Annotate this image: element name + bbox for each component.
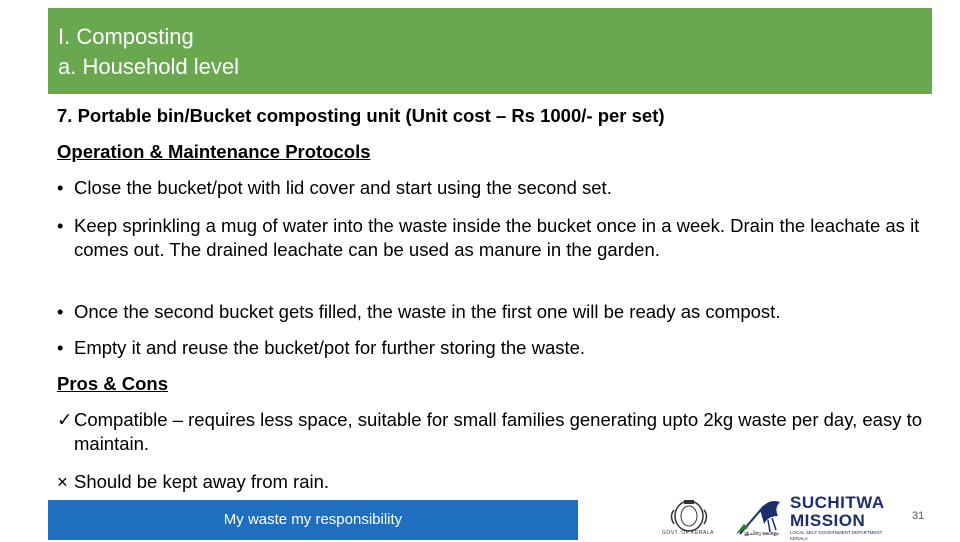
cross-icon: × [57,471,68,492]
logo-line-1: SUCHITWA [790,493,885,512]
pro-item [57,408,944,456]
bullet-item [57,176,944,200]
bullet-text: Once the second bucket gets filled, the waste in the first one will be ready as compost. [74,301,781,322]
slide-title: I. Composting [58,24,194,49]
footer-tagline: My waste my responsibility [223,511,403,528]
logo-line-2: MISSION [790,511,866,530]
suchitwa-mission-logo [790,494,890,542]
pro-text: Compatible – requires less space, suitable for small families generating upto 2kg waste per day, easy to maintain. [74,409,923,454]
bullet-item [57,300,944,324]
bullet-text: Empty it and reuse the bucket/pot for further storing the waste. [74,337,586,358]
bullet-marker: • [57,215,64,236]
con-text: Should be kept away from rain. [74,471,330,492]
bullet-item [57,214,944,262]
bullet-text: Keep sprinkling a mug of water into the waste inside the bucket once in a week. Drain the leachate as it comes out. The drained leachate can be used as manure in the garden. [74,215,920,260]
bullet-marker: • [57,301,64,322]
slide-subtitle: a. Household level [58,54,240,79]
check-icon: ✓ [57,409,73,430]
malayalam-caption: ശുചിത്വ കേരളം [744,531,779,537]
pros-cons-heading: Pros & Cons [57,373,169,394]
title-banner [48,8,932,94]
bullet-marker: • [57,337,64,358]
bullet-marker: • [57,177,64,198]
bullet-text: Close the bucket/pot with lid cover and start using the second set. [74,177,612,198]
logo-subtitle: LOCAL SELF GOVERNMENT DEPARTMENT KERALA [790,530,883,541]
bullet-item [57,336,944,360]
page-number: 31 [912,510,925,522]
footer-banner [48,500,578,540]
section-heading: 7. Portable bin/Bucket composting unit (Unit cost – Rs 1000/- per set) [57,105,665,126]
operation-heading: Operation & Maintenance Protocols [57,141,371,162]
emblem-caption: GOVT. OF KERALA [662,530,714,536]
con-item [57,470,944,494]
